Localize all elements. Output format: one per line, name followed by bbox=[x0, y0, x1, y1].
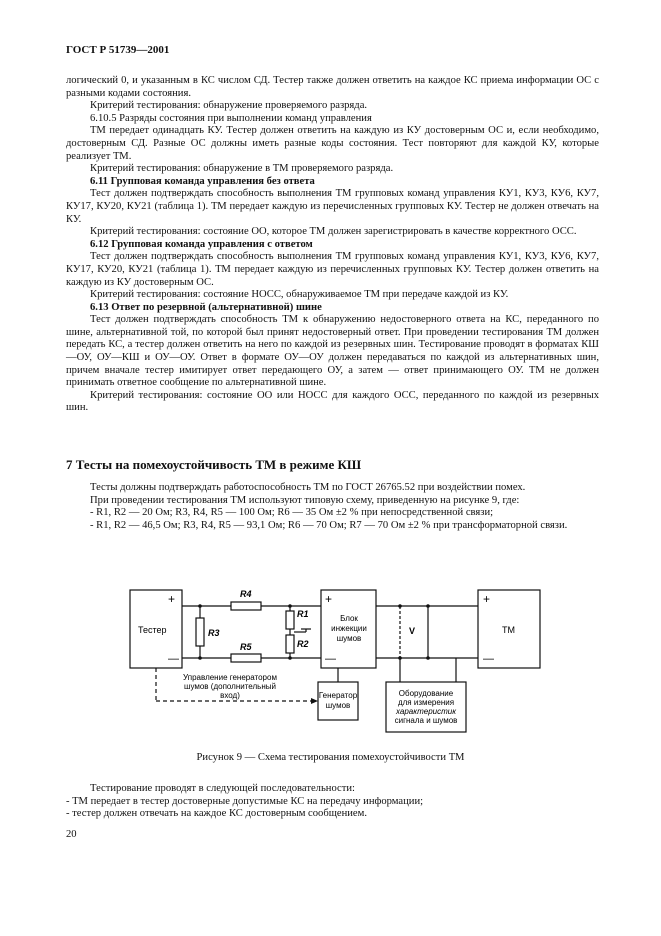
paragraph: логический 0, и указанным в КС числом СД. Тестер также должен ответить на каждое КС приема информации ОС с разными кодами состояния. bbox=[66, 75, 599, 99]
paragraph: Тест должен подтверждать способность ТМ к обнаружению недостоверного ответа на КС, переданного по шине, альтернативной той, по которой был принят недостоверный ответ. При проведении тестирования ТМ должен передать КС, а тестер должен ответить на него по каждой из резервных шин. Тестирование проводят в форматах КШ—ОУ, ОУ—КШ и ОУ—ОУ. Ответ в формате ОУ—ОУ должен передаваться по каждой из альтернативных шин, причем вначале тестер имитирует ответ передающего ОУ, а затем — ответ принимающего ОУ. ТМ не должен принимать ответное сообщение по альтернативной шине. bbox=[66, 314, 599, 389]
ctrl-label-1: Управление генератором bbox=[183, 673, 277, 682]
block-label-3: шумов bbox=[336, 634, 362, 643]
subsection-heading: 6.11 Групповая команда управления без ответа bbox=[90, 175, 315, 187]
r1-label: R1 bbox=[297, 609, 309, 619]
paragraph: Тестирование проводят в следующей последовательности: bbox=[90, 783, 355, 794]
resistor-values-direct: - R1, R2 — 20 Ом; R3, R4, R5 — 100 Ом; R6 — 35 Ом ±2 % при непосредственной связи; bbox=[90, 507, 494, 519]
arrow-icon bbox=[311, 698, 318, 704]
measure-label-2: для измерения bbox=[397, 698, 455, 707]
figure-caption: Рисунок 9 — Схема тестирования помехоустойчивости ТМ bbox=[196, 752, 465, 763]
paragraph: Тесты должны подтверждать работоспособность ТМ по ГОСТ 26765.52 при воздействии помех. bbox=[90, 482, 526, 493]
measure-label-3: характеристик bbox=[395, 707, 457, 716]
tester-minus: — bbox=[168, 653, 179, 665]
measure-label-4: сигнала и шумов bbox=[394, 716, 458, 725]
paragraph: Критерий тестирования: обнаружение проверяемого разряда. bbox=[90, 100, 368, 112]
resistor-r1 bbox=[286, 611, 294, 629]
tm-minus: — bbox=[483, 653, 494, 665]
test-circuit-diagram bbox=[128, 586, 548, 741]
paragraph: Тест должен подтверждать способность выполнения ТМ групповых команд управления КУ1, КУ3, КУ6, КУ7, КУ17, КУ20, КУ21 (таблица 1). ТМ передает каждую из перечисленных групповых КУ. Тестер не должен отвечать на КУ. bbox=[66, 188, 599, 225]
block-label-1: Блок bbox=[340, 614, 358, 623]
resistor-r4 bbox=[231, 602, 261, 610]
subsection-heading: 6.13 Ответ по резервной (альтернативной) шине bbox=[90, 301, 322, 313]
ctrl-label-3: вход) bbox=[220, 691, 240, 700]
resistor-r5 bbox=[231, 654, 261, 662]
paragraph: ТМ передает одинадцать КУ. Тестер должен ответить на каждую из КУ достоверным ОС и, если необходимо, достоверным СД. Разные ОС должны иметь разные коды состояния. Тест повторяют для каждой КУ, которые реализует ТМ. bbox=[66, 125, 599, 162]
r2-label: R2 bbox=[297, 639, 309, 649]
r4-label: R4 bbox=[240, 589, 252, 599]
r3-label: R3 bbox=[208, 628, 220, 638]
procedure-text bbox=[66, 783, 599, 821]
resistor-r3 bbox=[196, 618, 204, 646]
list-item: - ТМ передает в тестер достоверные допустимые КС на передачу информации; bbox=[66, 795, 424, 807]
subsection-heading: 6.10.5 Разряды состояния при выполнении команд управления bbox=[90, 112, 372, 124]
measure-label-1: Оборудование bbox=[398, 689, 454, 698]
tester-plus: + bbox=[168, 592, 176, 606]
section-7-text bbox=[66, 482, 599, 532]
generator-label-1: Генератор bbox=[318, 691, 358, 700]
subsection-heading: 6.12 Групповая команда управления с ответом bbox=[90, 238, 313, 250]
resistor-r2 bbox=[286, 635, 294, 653]
section-6-text bbox=[66, 75, 599, 415]
page-number: 20 bbox=[66, 829, 77, 840]
paragraph: Тест должен подтверждать способность выполнения ТМ групповых команд управления КУ1, КУ3, КУ6, КУ7, КУ17, КУ20, КУ21 (таблица 1). ТМ передает каждую из перечисленных групповых КУ. Тестер должен ответить на каждую из КУ достоверным ОС. bbox=[66, 251, 599, 288]
document-header: ГОСТ Р 51739—2001 bbox=[66, 44, 170, 56]
paragraph: Критерий тестирования: состояние НОСС, обнаруживаемое ТМ при передаче каждой из КУ. bbox=[90, 289, 509, 301]
block-label-2: инжекции bbox=[331, 624, 367, 633]
ctrl-label-2: шумов (дополнительный bbox=[184, 682, 276, 691]
generator-label-2: шумов bbox=[325, 701, 351, 710]
resistor-values-transformer: - R1, R2 — 46,5 Ом; R3, R4, R5 — 93,1 Ом; R6 — 70 Ом; R7 — 70 Ом ±2 % при трансформаторной связи. bbox=[90, 519, 568, 531]
block-minus: — bbox=[325, 653, 336, 665]
r5-label: R5 bbox=[240, 642, 252, 652]
paragraph: При проведении тестирования ТМ используют типовую схему, приведенную на рисунке 9, где: bbox=[90, 494, 520, 506]
tm-plus: + bbox=[483, 592, 491, 606]
voltmeter-label: V bbox=[409, 626, 416, 636]
tm-label: ТМ bbox=[502, 625, 515, 635]
paragraph: Критерий тестирования: состояние ОО или НОСС для каждого ОСС, переданного по каждой из резервных шин. bbox=[66, 389, 599, 414]
block-plus: + bbox=[325, 592, 333, 606]
paragraph: Критерий тестирования: обнаружение в ТМ проверяемого разряда. bbox=[90, 163, 394, 175]
paragraph: Критерий тестирования: состояние ОО, которое ТМ должен зарегистрировать в качестве корректного ОСС. bbox=[90, 226, 577, 238]
section-7-title: 7 Тесты на помехоустойчивость ТМ в режиме КШ bbox=[66, 457, 362, 472]
list-item: - тестер должен отвечать на каждое КС достоверным сообщением. bbox=[66, 808, 367, 820]
tester-label: Тестер bbox=[138, 625, 167, 635]
